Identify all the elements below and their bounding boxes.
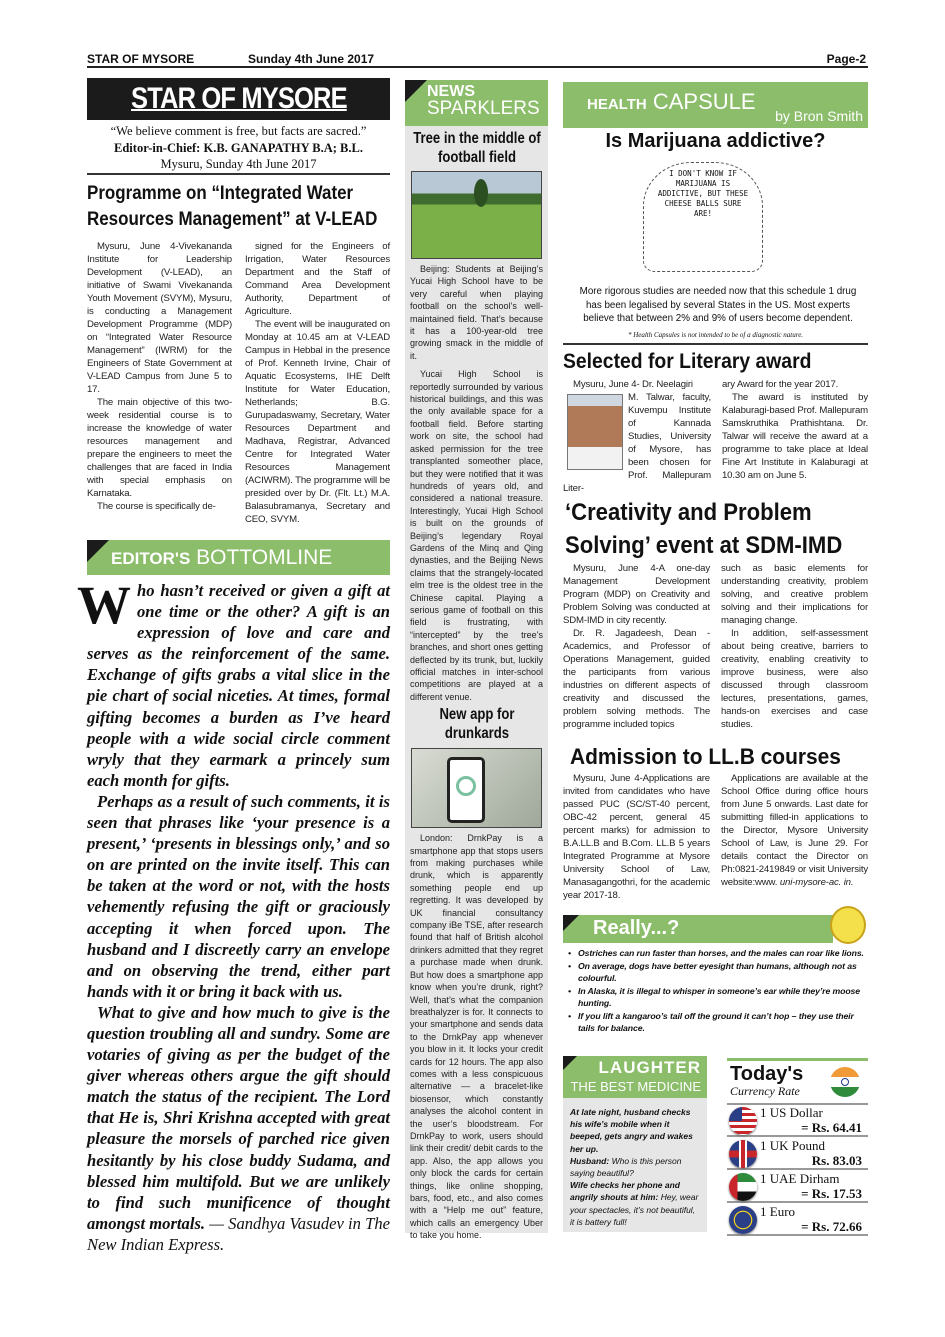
paragraph: The course is specifically de- (97, 501, 216, 512)
paragraph: The event will be inaugurated on Monday at 10.45 am at V-LEAD Campus in Hebbal in the presence of Prof. Kenneth Irvine, Chair of Aquatic Ecosystems, IHE Delft Institute for Water Education, Netherlands; B.G. Gurupadaswamy, Secretary, Water Resources Department and Madhava, Registrar, Advanced Centre for Integrated Water Resources Management (ACIWRM). The programme will be presided over by Dr. (Flt. Lt.) M.A. Balasubramanya, Secretary and CEO, SVYM. (245, 319, 390, 525)
currency-name: 1 US Dollar (760, 1105, 823, 1120)
paragraph: Dr. R. Jagadeesh, Dean - Academics, and Professor of Operations Management, guided the participants from various industries on different aspects of creativity and discussed the problem solving methods. The programme included topics (563, 628, 710, 730)
creativity-col1 (563, 562, 710, 731)
label-light: SPARKLERS (427, 98, 540, 119)
football-field-photo (411, 171, 542, 259)
disclaimer: * Health Capsules is not intended to be of a diagnostic nature. (627, 331, 804, 339)
paragraph: In addition, self-assessment about being creative, barriers to creativity, enabling creativity to improve business, were also discussed through classroom lectures, presentations, games, hands-on exercises and case studies. (721, 628, 868, 730)
currency-row-eur (727, 1204, 868, 1236)
label-bold: NEWS (427, 83, 475, 100)
currency-row-gbp (727, 1138, 868, 1170)
editors-bottomline-banner (87, 540, 390, 575)
paragraph: signed for the Engineers of Irrigation, Water Resources Department and the Staff of Command Area Development Authority, Department of Agriculture. (245, 241, 390, 317)
dropcap: W (77, 575, 131, 635)
really-banner (563, 915, 833, 943)
literary-col1 (563, 378, 711, 495)
drunk-app-story (405, 828, 548, 1241)
cartoon-illustration (643, 162, 763, 272)
byline: by Bron Smith (775, 108, 863, 124)
currency-value: = Rs. 64.41 (801, 1120, 862, 1135)
marijuana-headline: Is Marijuana addictive? (605, 130, 826, 152)
llb-col1 (563, 772, 710, 902)
fact-item: • On average, dogs have better eyesight than humans, although not as colourful. (566, 960, 868, 985)
currency-name: 1 Euro (760, 1204, 796, 1219)
paragraph: Mysuru, June 4- Dr. Neelagiri (573, 379, 693, 390)
masthead-title: STAR OF MYSORE (130, 82, 347, 115)
label-light: CAPSULE (652, 89, 756, 114)
motto: “We believe comment is free, but facts are sacred.” (110, 124, 367, 138)
editor-in-chief: Editor-in-Chief: K.B. GANAPATHY B.A; B.L. (114, 140, 363, 155)
university-website[interactable]: uni-mysore-ac. in. (779, 877, 854, 888)
literary-col2 (722, 378, 868, 482)
currency-title: Today's (730, 1063, 804, 1085)
label-bold: HEALTH (587, 96, 647, 113)
currency-value: = Rs. 17.53 (801, 1186, 862, 1201)
corner-mark (563, 915, 579, 931)
paragraph: The award is instituted by Kalaburagi-based Prof. Mallepuram Samskruthika Prathishtana. Dr. Talwar will receive the award at a programme to take place at Ideal Fine Art Institute in Kalaburagi at 10.30 am on June 5. (722, 392, 868, 481)
fact-item: • Ostriches can run faster than horses, and the males can roar like lions. (566, 947, 868, 960)
currency-value: = Rs. 72.66 (801, 1219, 862, 1234)
masthead (87, 78, 390, 120)
paragraph: What to give and how much to give is the question troubling all and sundry. Some are votaries of giving as per the budget of the giver whereas others argue the gift should match the status of the recipient. The Lord that He is, Shri Krishna accepted with great pleasure the morsels of parched rice given hesitantly by his close buddy Sudama, and blessed him multifold. But we are unlikely to find such munificence of thought amongst mortals. (87, 1002, 390, 1233)
issue-date: Sunday 4th June 2017 (248, 52, 375, 66)
currency-value: Rs. 83.03 (811, 1153, 862, 1168)
llb-headline: Admission to LL.B courses (570, 744, 841, 769)
fact-item: • If you lift a kangaroo’s tail off the ground it can’t hop – they use their tails for balance. (566, 1010, 868, 1035)
vlead-headline: Programme on “Integrated Water Resources Management” at V-LEAD (87, 182, 378, 230)
corner-mark (405, 80, 427, 102)
paragraph: Mysuru, June 4-A one-day Management Development Program (MDP) on Creativity and Problem Solving was conducted at SDM-IMD in city recently. (563, 563, 710, 626)
paragraph: Yucai High School is reportedly surrounded by various historical buildings, and this was the only available space for a football field. Before starting work on site, the school had asked permission for the tree transplanted someother place, but they were notified that it was hundreds of years old, and considered a national treasure. Interestingly, Yucai High School is built on the grounds of Beijing’s legendary Royal Gardens of the Minq and Qing dynasties, and the Beijing News claims that the strangely-located elm tree is the oldest tree in the Chinese capital. Playing a serious game of football on this field is frustrating, with “intercepted” by the tree’s branches, and short ones getting deflected by its trunk, but, luckily official matches in inter-school competitions are played at a different venue. (410, 369, 543, 702)
llb-col2 (721, 772, 868, 889)
paragraph: ho hasn’t received or given a gift at one time or the other? A gift is an expression of love and care and serves as the reinforcement of the same. Exchange of gifts grabs a vital slice in the pie chart of social niceties. At times, formal gifting becomes a burden as I’ve heard people with a wide social circle comment wryly that they earmark a princely sum each month for gifts. (87, 581, 390, 790)
page-number: Page-2 (826, 52, 866, 66)
paragraph: Mysuru, June 4-Vivekananda Institute for Leadership Development (V-LEAD), an initiative of Swami Vivekananda Youth Movement (SVYM), Mysuru, is conducting a Management Development Programme (MDP) on “Integrated Water Resource Management” (IWRM) for the Engineers of State Government at V-LEAD Campus from June 5 to 17. (87, 241, 232, 395)
corner-mark (563, 1056, 577, 1070)
india-flag-icon (830, 1067, 860, 1097)
husband-label: Husband: (570, 1155, 610, 1166)
dateline: Mysuru, Sunday 4th June 2017 (160, 157, 317, 171)
vlead-col1 (87, 240, 232, 513)
marijuana-body: More rigorous studies are needed now that this schedule 1 drug has been legalised by several States in the US. Most experts believe that between 2% and 9% of users become dependent. (579, 286, 857, 324)
laughter-banner (563, 1056, 707, 1098)
corner-mark (87, 540, 109, 562)
bulb-mascot-icon (830, 906, 866, 944)
talwar-photo (567, 394, 623, 470)
paragraph: Applications are available at the School Office during office hours from June 5 onwards. Last date for submitting filled-in applications to the Director, Mysore University School of Law, is June 29. For details contact the Director on Ph:0821-2419849 or visit University website:www. (721, 773, 868, 888)
literary-headline: Selected for Literary award (563, 349, 812, 373)
laughter-joke (563, 1098, 707, 1232)
creativity-headline: ‘Creativity and Problem Solving’ event at SDM-IMD (565, 499, 843, 559)
label-light: THE BEST MEDICINE (570, 1079, 701, 1094)
app-phone-photo (411, 748, 542, 828)
masthead-info (87, 123, 390, 173)
cartoon-speech: I DON'T KNOW IF MARIJUANA IS ADDICTIVE, BUT THESE CHEESE BALLS SURE ARE! (657, 169, 749, 218)
eu-flag-icon (729, 1206, 757, 1234)
currency-name: 1 UAE Dirham (760, 1171, 840, 1186)
paragraph: Perhaps as a result of such comments, it is seen that phrases like ‘your presence is a present,’ ‘presents in blessings only,’ and so on are printed on the invite itself. This can be taken at the word or not, with the hosts vehemently refusing the gift or graciously accepting it when forced upon. The husband and I discreetly carry an envelope and on observing the trend, either part hands with it or bring it back with us. (87, 791, 390, 1001)
paragraph: Mysuru, June 4-Applications are invited from candidates who have passed PUC (SC/ST-40 percent, OBC-42 percent, general 45 percent marks) for admission to B.A.LL.B and B.Com. LL.B 5 years Integrated Programme at Mysore University School of Law, Manasagangothri, for the academic year 2017-18. (563, 773, 710, 901)
uk-flag-icon (729, 1140, 757, 1168)
wife-label: Wife checks her phone and angrily shouts at him: (570, 1180, 680, 1203)
fact-item: • In Alaska, it is illegal to whisper in someone’s ear while they’re moose hunting. (566, 985, 868, 1010)
really-facts (566, 947, 868, 1035)
paragraph: such as basic elements for understanding creativity, problem solving, and creative problem solving and their implications for managing change. (721, 563, 868, 626)
paragraph: Beijing: Students at Beijing’s Yucai High School have to be very careful when playing football on the school’s well-maintained field. That’s because it has a 100-year-old tree growing smack in the middle of it. (410, 264, 543, 361)
vlead-col2 (245, 240, 390, 526)
editorial-text (77, 575, 390, 1255)
page-header (87, 52, 868, 68)
usa-flag-icon (729, 1107, 757, 1135)
tree-story (405, 259, 548, 703)
husband-line: Who is this person saying beautiful? (570, 1155, 682, 1179)
currency-subtitle: Currency Rate (730, 1084, 800, 1098)
tree-headline: Tree in the middle of football field (412, 130, 541, 166)
wife-line: Hey, wear your spectacles, it’s not beautiful, it is battery full! (570, 1192, 699, 1227)
currency-box (727, 1058, 868, 1232)
uae-flag-icon (729, 1173, 757, 1201)
paragraph: The main objective of this two-week residential course is to increase the knowledge of water resources management and prepare the engineers to meet the challenges that are faced in India with special emphasis on Karnataka. (87, 397, 232, 499)
paragraph: ary Award for the year 2017. (722, 379, 839, 390)
attribution: — Sandhya Vasudev in The New Indian Express. (87, 1213, 390, 1254)
news-sparklers-banner (405, 80, 548, 126)
label-light: BOTTOMLINE (196, 546, 333, 569)
paragraph: London: DrnkPay is a smartphone app that stops users from making purchases while drunk, which is apparently something people end up regretting. It was developed by UK financial consultancy company iBe TSE, after research found that half of British alcohol drinkers admitted that they regret a purchase made when drunk. But how does a smartphone app know when you’re drunk, right? Well, that’s what the companion breathalyzer is for. It connects to your smartphone and sends data to the DrnkPay app whenever you blow in it. It locks your credit cards for 12 hours. The app also comes with a less conspicuous alternative — a bracelet-like biosensor, which constantly analyses the alcohol content in the user’s bloodstream. For DrnkPay to work, users should link their credit/ debit cards to the app. Also, the app allows you only block the cards for certain things, like online shopping, bars, food, etc., and also comes with a “Help me out” feature, which calls an emergency Uber to take you home. (410, 833, 543, 1241)
news-sparklers-panel (405, 126, 548, 1241)
label-bold: EDITOR'S (111, 549, 191, 568)
drunk-app-headline: New app for drunkards (438, 706, 515, 743)
paper-name: STAR OF MYSORE (87, 52, 195, 66)
label-bold: LAUGHTER (598, 1058, 701, 1077)
currency-row-usd (727, 1105, 868, 1137)
health-capsule-banner (563, 82, 868, 128)
currency-row-aed (727, 1171, 868, 1203)
paragraph: M. Talwar, faculty, Kuvempu Institute of Kannada Studies, University of Mysore, has been chosen for Prof. Mallepuram Liter- (563, 392, 711, 494)
creativity-col2 (721, 562, 868, 731)
really-label: Really...? (593, 917, 680, 939)
currency-name: 1 UK Pound (760, 1138, 826, 1153)
joke-intro: At late night, husband checks his wife’s mobile when it beeped, gets angry and wakes her up. (570, 1107, 693, 1154)
